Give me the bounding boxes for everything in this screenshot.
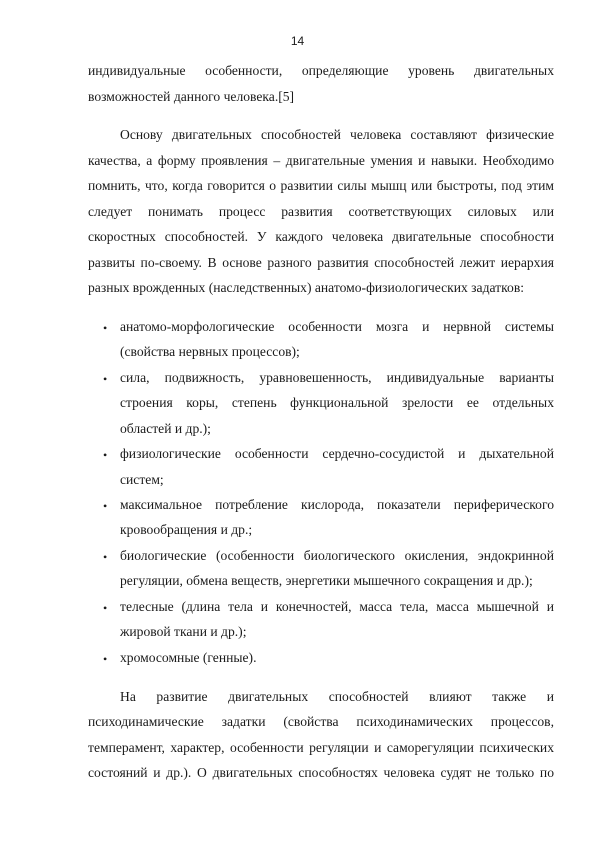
text-line: возможностей данного человека.[5] xyxy=(88,89,295,104)
bullet-line: хромосомные (генные). xyxy=(120,650,257,665)
text-line: психодинамические задатки (свойства психодинамических процессов, xyxy=(88,714,554,729)
bullet-line: максимальное потребление кислорода, показатели периферического xyxy=(120,497,554,512)
bullet-line: строения коры, степень функциональной зрелости ее отдельных xyxy=(120,395,554,410)
bullet-marker: • xyxy=(103,499,108,513)
bullet-line: биологические (особенности биологического окисления, эндокринной xyxy=(120,548,554,563)
bullet-marker: • xyxy=(103,601,108,615)
text-line: разных врожденных (наследственных) анатомо-физиологических задатков: xyxy=(88,280,525,295)
bullet-line: (свойства нервных процессов); xyxy=(120,344,300,359)
bullet-marker: • xyxy=(103,550,108,564)
bullet-line: областей и др.); xyxy=(120,421,211,436)
bullet-line: сила, подвижность, уравновешенность, индивидуальные варианты xyxy=(120,370,554,385)
text-line: помнить, что, когда говорится о развитии силы мышц или быстроты, под этим xyxy=(88,178,554,193)
bullet-marker: • xyxy=(103,321,108,335)
text-line: развиты по-своему. В основе разного развития способностей лежит иерархия xyxy=(88,255,554,270)
text-line: На развитие двигательных способностей влияют также и xyxy=(120,689,554,704)
text-line: темперамент, характер, особенности регуляции и саморегуляции психических xyxy=(88,740,554,755)
text-line: качества, а форму проявления – двигательные умения и навыки. Необходимо xyxy=(88,153,554,168)
bullet-marker: • xyxy=(103,652,108,666)
bullet-line: телесные (длина тела и конечностей, масса тела, масса мышечной и xyxy=(120,599,554,614)
text-line: Основу двигательных способностей человека составляют физические xyxy=(120,127,554,142)
bullet-line: физиологические особенности сердечно-сосудистой и дыхательной xyxy=(120,446,554,461)
bullet-line: анатомо-морфологические особенности мозга и нервной системы xyxy=(120,319,554,334)
bullet-line: жировой ткани и др.); xyxy=(120,624,247,639)
bullet-marker: • xyxy=(103,448,108,462)
bullet-line: систем; xyxy=(120,472,164,487)
bullet-marker: • xyxy=(103,372,108,386)
text-line: следует понимать процесс развития соответствующих силовых или xyxy=(88,204,554,219)
text-line: скоростных способностей. У каждого человека двигательные способности xyxy=(88,229,554,244)
page-number: 14 xyxy=(290,34,305,48)
text-line: индивидуальные особенности, определяющие уровень двигательных xyxy=(88,63,554,78)
bullet-line: кровообращения и др.; xyxy=(120,522,253,537)
text-line: состояний и др.). О двигательных способностях человека судят не только по xyxy=(88,765,554,780)
bullet-line: регуляции, обмена веществ, энергетики мышечного сокращения и др.); xyxy=(120,573,533,588)
